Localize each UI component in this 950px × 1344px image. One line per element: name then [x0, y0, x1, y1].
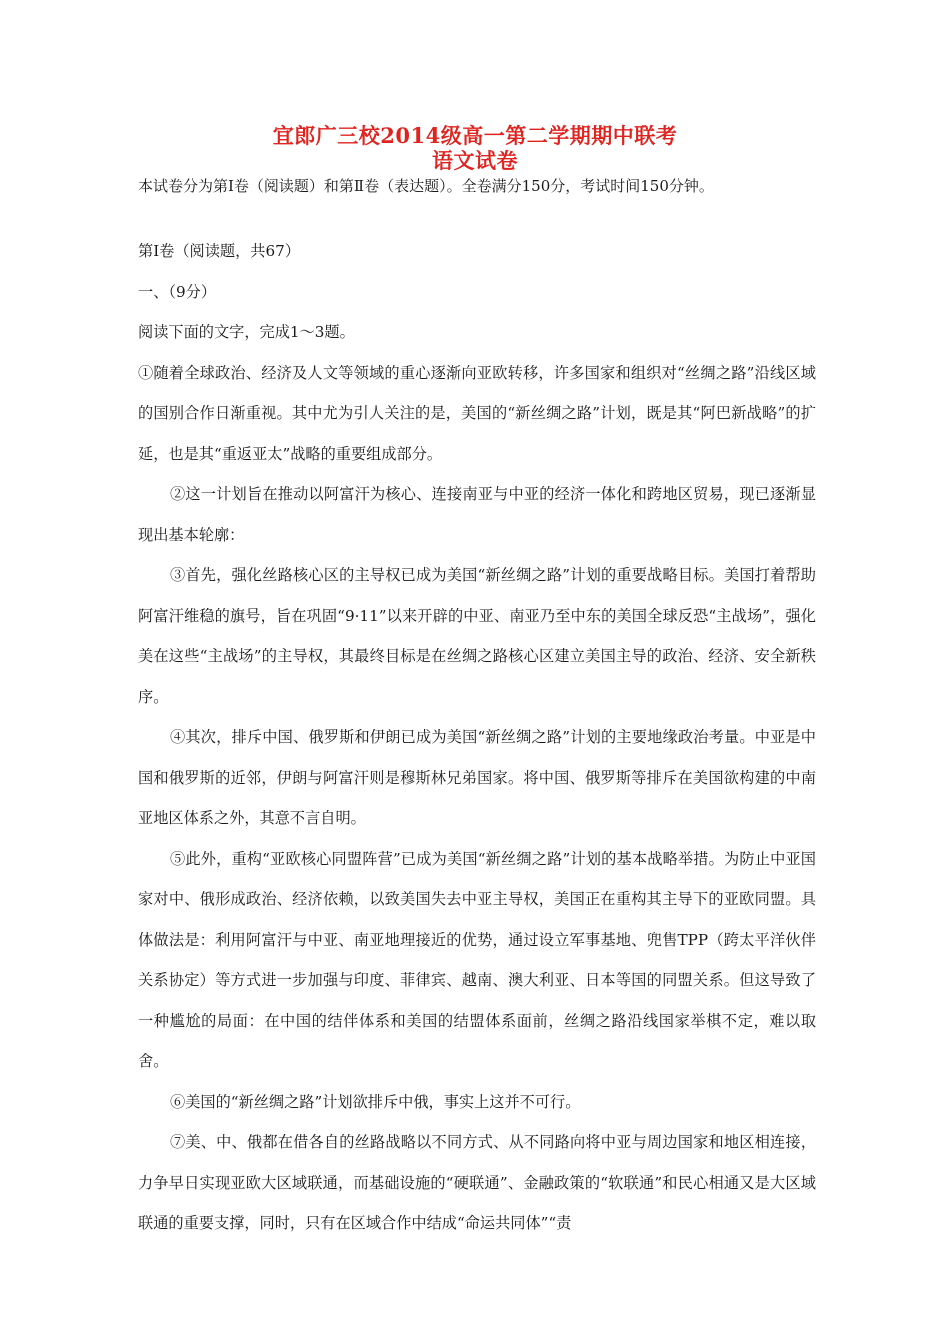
paragraph-6: ⑥美国的“新丝绸之路”计划欲排斥中俄，事实上这并不可行。 — [170, 1092, 581, 1111]
paragraph-2: ②这一计划旨在推动以阿富汗为核心、连接南亚与中亚的经济一体化和跨地区贸易，现已逐渐显现出基本轮廓： — [138, 485, 816, 544]
exam-title: 宜郎广三校2014级高一第二学期期中联考 — [272, 123, 678, 148]
exam-subtitle: 语文试卷 — [432, 148, 518, 173]
paragraph-1: ①随着全球政治、经济及人文等领域的重心逐渐向亚欧转移，许多国家和组织对“丝绸之路”沿线区域的国别合作日渐重视。其中尤为引人关注的是，美国的“新丝绸之路”计划，既是其“阿巴新战略”的扩延，也是其“重返亚太”战略的重要组成部分。 — [138, 363, 816, 463]
reading-section — [138, 231, 816, 1244]
reading-instruction: 阅读下面的文字，完成1～3题。 — [138, 323, 355, 341]
section-heading: 第Ⅰ卷（阅读题，共67） — [138, 242, 301, 260]
exam-intro: 本试卷分为第Ⅰ卷（阅读题）和第Ⅱ卷（表达题）。全卷满分150分，考试时间150分钟。 — [138, 177, 714, 195]
part-heading: 一、（9分） — [138, 282, 217, 301]
paragraph-4: ④其次，排斥中国、俄罗斯和伊朗已成为美国“新丝绸之路”计划的主要地缘政治考量。中亚是中国和俄罗斯的近邻，伊朗与阿富汗则是穆斯林兄弟国家。将中国、俄罗斯等排斥在美国欲构建的中南亚地区体系之外，其意不言自明。 — [138, 728, 816, 827]
paragraph-3: ③首先，强化丝路核心区的主导权已成为美国“新丝绸之路”计划的重要战略目标。美国打着帮助阿富汗维稳的旗号，旨在巩固“9·11”以来开辟的中亚、南亚乃至中东的美国全球反恐“主战场”，强化美在这些“主战场”的主导权，其最终目标是在丝绸之路核心区建立美国主导的政治、经济、安全新秩序。 — [138, 566, 816, 706]
paragraph-7: ⑦美、中、俄都在借各自的丝路战略以不同方式、从不同路向将中亚与周边国家和地区相连接，力争早日实现亚欧大区域联通，而基础设施的“硬联通”、金融政策的“软联通”和民心相通又是大区域联通的重要支撑，同时，只有在区域合作中结成“命运共同体”“责 — [138, 1133, 816, 1232]
paragraph-5: ⑤此外，重构“亚欧核心同盟阵营”已成为美国“新丝绸之路”计划的基本战略举措。为防止中亚国家对中、俄形成政治、经济依赖，以致美国失去中亚主导权，美国正在重构其主导下的亚欧同盟。具体做法是：利用阿富汗与中亚、南亚地理接近的优势，通过设立军事基地、兜售TPP（跨太平洋伙伴关系协定）等方式进一步加强与印度、菲律宾、越南、澳大利亚、日本等国的同盟关系。但这导致了一种尴尬的局面：在中国的结伴体系和美国的结盟体系面前，丝绸之路沿线国家举棋不定，难以取舍。 — [138, 849, 816, 1070]
